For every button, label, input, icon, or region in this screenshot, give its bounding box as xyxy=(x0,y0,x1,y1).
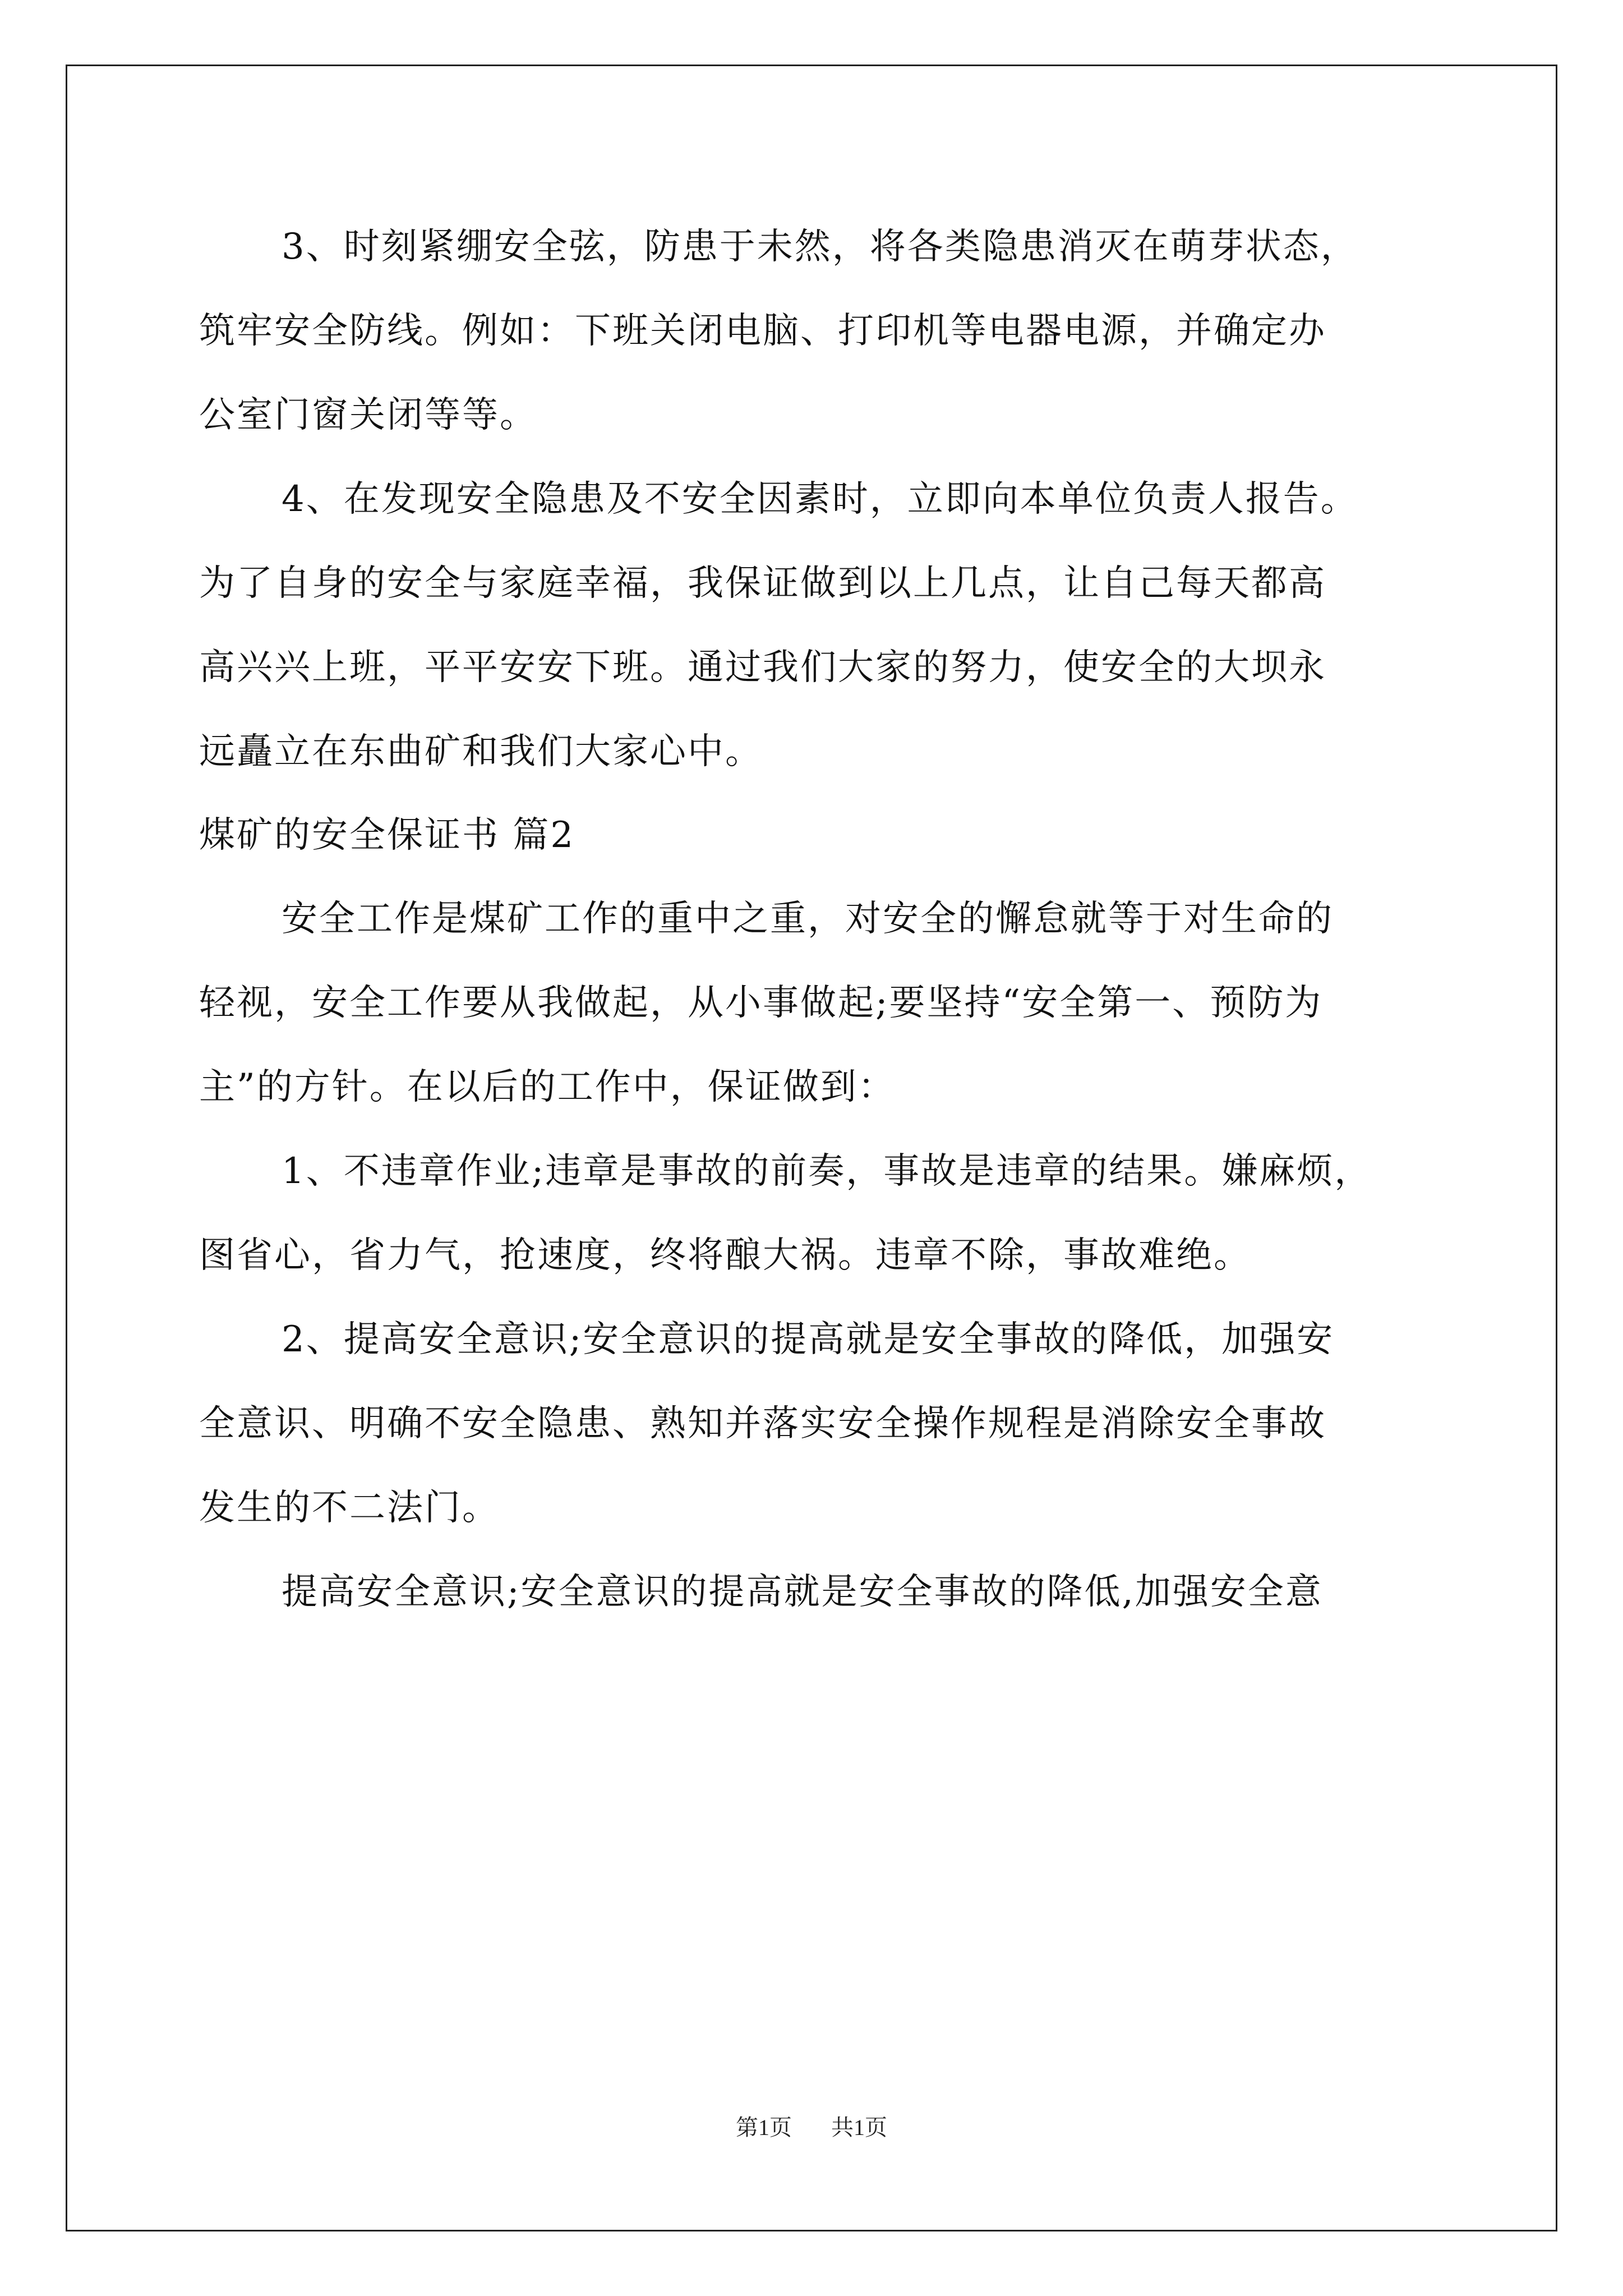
page-footer xyxy=(0,2112,1623,2143)
paragraph-line: 远矗立在东曲矿和我们大家心中。 xyxy=(199,731,763,772)
paragraph-line: 公室门窗关闭等等。 xyxy=(199,394,537,436)
document-body xyxy=(199,205,1444,1634)
paragraph-line: 安全工作是煤矿工作的重中之重，对安全的懈怠就等于对生命的 xyxy=(282,898,1334,940)
paragraph-line: 4、在发现安全隐患及不安全因素时，立即向本单位负责人报告。 xyxy=(282,478,1358,520)
page-total: 共1页 xyxy=(831,2115,887,2140)
paragraph-line: 1、不违章作业;违章是事故的前奏，事故是违章的结果。嫌麻烦， xyxy=(282,1151,1372,1192)
section-title: 煤矿的安全保证书 篇2 xyxy=(199,815,575,856)
page-number: 第1页 xyxy=(736,2115,792,2140)
paragraph-line: 高兴兴上班，平平安安下班。通过我们大家的努力，使安全的大坝永 xyxy=(199,647,1326,688)
paragraph-line: 全意识、明确不安全隐患、熟知并落实安全操作规程是消除安全事故 xyxy=(199,1403,1326,1444)
paragraph-line: 提高安全意识;安全意识的提高就是安全事故的降低,加强安全意 xyxy=(282,1571,1323,1613)
paragraph-line: 3、时刻紧绷安全弦，防患于未然，将各类隐患消灭在萌芽状态， xyxy=(282,226,1358,268)
paragraph-line: 为了自身的安全与家庭幸福，我保证做到以上几点，让自己每天都高 xyxy=(199,563,1326,604)
paragraph-line: 筑牢安全防线。例如：下班关闭电脑、打印机等电器电源，并确定办 xyxy=(199,310,1326,352)
paragraph-line: 轻视，安全工作要从我做起，从小事做起;要坚持“安全第一、预防为 xyxy=(199,982,1323,1024)
paragraph-line: 图省心，省力气，抢速度，终将酿大祸。违章不除，事故难绝。 xyxy=(199,1235,1251,1276)
paragraph-line: 主”的方针。在以后的工作中，保证做到： xyxy=(199,1066,896,1108)
paragraph-line: 2、提高安全意识;安全意识的提高就是安全事故的降低，加强安 xyxy=(282,1319,1335,1360)
paragraph-line: 发生的不二法门。 xyxy=(199,1487,500,1529)
